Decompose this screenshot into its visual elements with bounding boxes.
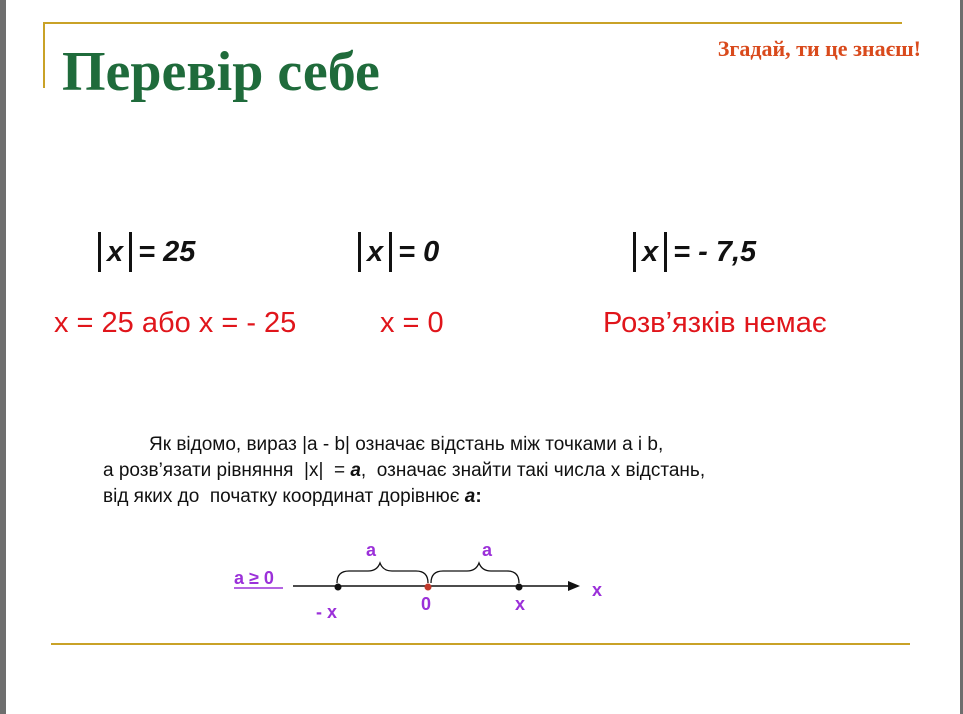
explanation-text: а розв’язати рівняння |x| = <box>103 460 351 481</box>
origin-label: 0 <box>421 594 432 614</box>
equation-rhs: = - 7,5 <box>673 236 757 268</box>
equation-variable: x <box>367 236 384 268</box>
explanation-text: від яких до початку координат дорівнює <box>103 486 465 507</box>
point-x <box>516 584 523 591</box>
explanation-colon: : <box>475 486 482 507</box>
explanation-text: , означає знайти такі числа х відстань, <box>360 460 706 481</box>
equation-rhs: = 25 <box>138 236 196 268</box>
brace-left-label: a <box>366 540 377 560</box>
brace-right-label: a <box>482 540 493 560</box>
variable-a: a <box>464 486 476 507</box>
page-subtitle: Згадай, ти це знаєш! <box>717 36 921 61</box>
page-title: Перевір себе <box>62 41 380 103</box>
brace-left <box>337 563 428 583</box>
point-neg-x <box>335 584 342 591</box>
x-point-label: x <box>515 594 526 614</box>
variable-a: a <box>350 460 361 481</box>
equation-variable: x <box>642 236 659 268</box>
axis-label: x <box>592 580 603 600</box>
equation-variable: x <box>107 236 124 268</box>
solution-1: x = 25 або x = - 25 <box>54 307 297 339</box>
neg-x-label: - x <box>316 602 338 622</box>
equation-rhs: = 0 <box>398 236 440 268</box>
point-origin <box>425 584 432 591</box>
condition-label: a ≥ 0 <box>234 568 274 588</box>
solution-2: x = 0 <box>380 307 444 339</box>
solution-3: Розв’язків немає <box>603 307 827 339</box>
brace-right <box>431 563 519 583</box>
explanation-line-1: Як відомо, вираз |a - b| означає відстань між точками a і b, <box>149 434 664 455</box>
